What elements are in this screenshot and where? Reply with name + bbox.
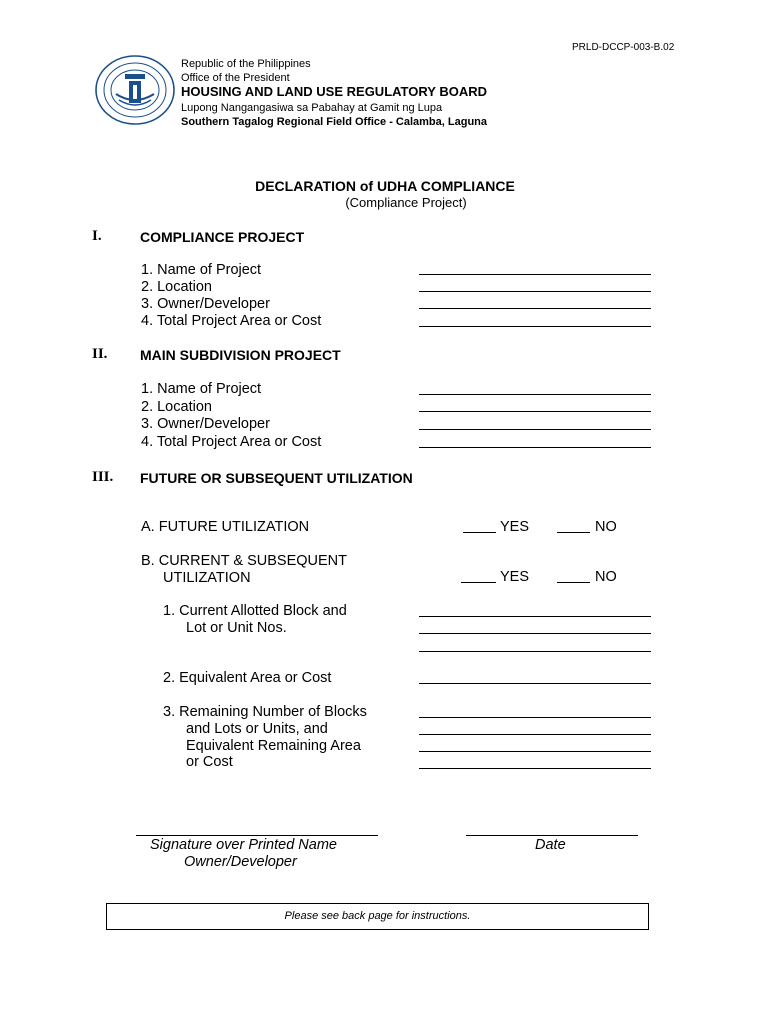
remaining-blocks-label-4: or Cost	[186, 754, 233, 770]
current-subsequent-label-1: B. CURRENT & SUBSEQUENT	[141, 553, 347, 569]
equivalent-area-field[interactable]	[419, 683, 651, 684]
s2-location-field[interactable]	[419, 411, 651, 412]
remaining-blocks-label-2: and Lots or Units, and	[186, 721, 328, 737]
s1-name-of-project-label: 1. Name of Project	[141, 262, 262, 278]
document-subtitle: (Compliance Project)	[345, 195, 467, 210]
header-agency-tagalog: Lupong Nangangasiwa sa Pabahay at Gamit ng Lupa	[181, 102, 443, 114]
signature-line[interactable]	[136, 835, 378, 836]
owner-developer-sig-label: Owner/Developer	[184, 854, 297, 870]
section-3-title: FUTURE OR SUBSEQUENT UTILIZATION	[140, 470, 413, 486]
s2-location-label: 2. Location	[141, 399, 212, 415]
section-1-title: COMPLIANCE PROJECT	[140, 229, 305, 245]
s1-location-field[interactable]	[419, 291, 651, 292]
equivalent-area-label: 2. Equivalent Area or Cost	[163, 670, 332, 686]
s1-owner-developer-field[interactable]	[419, 308, 651, 309]
s1-name-of-project-field[interactable]	[419, 274, 651, 275]
current-subsequent-no-label: NO	[595, 569, 617, 585]
s2-name-of-project-field[interactable]	[419, 394, 651, 395]
s1-total-area-label: 4. Total Project Area or Cost	[141, 313, 322, 329]
current-subsequent-label-2: UTILIZATION	[163, 570, 251, 586]
remaining-blocks-label-1: 3. Remaining Number of Blocks	[163, 704, 367, 720]
s2-total-area-label: 4. Total Project Area or Cost	[141, 434, 322, 450]
remaining-blocks-label-3: Equivalent Remaining Area	[186, 738, 361, 754]
date-label: Date	[535, 837, 566, 853]
future-utilization-label: A. FUTURE UTILIZATION	[141, 519, 310, 535]
future-utilization-no-label: NO	[595, 519, 617, 535]
document-title: DECLARATION of UDHA COMPLIANCE	[255, 178, 515, 194]
section-2-title: MAIN SUBDIVISION PROJECT	[140, 347, 341, 363]
future-utilization-no-blank[interactable]	[557, 532, 590, 533]
instructions-notice-text: Please see back page for instructions.	[284, 910, 471, 922]
s1-location-label: 2. Location	[141, 279, 212, 295]
remaining-blocks-field-4[interactable]	[419, 768, 651, 769]
current-allotted-field-3[interactable]	[419, 651, 651, 652]
current-allotted-field-2[interactable]	[419, 633, 651, 634]
current-allotted-field-1[interactable]	[419, 616, 651, 617]
remaining-blocks-field-2[interactable]	[419, 734, 651, 735]
section-1-numeral: I.	[92, 228, 102, 244]
form-code: PRLD-DCCP-003-B.02	[572, 42, 675, 53]
s2-name-of-project-label: 1. Name of Project	[141, 381, 262, 397]
date-line[interactable]	[466, 835, 638, 836]
section-3-numeral: III.	[92, 469, 114, 485]
current-allotted-label-1: 1. Current Allotted Block and	[163, 603, 347, 619]
future-utilization-yes-label: YES	[500, 519, 530, 535]
header-office: Office of the President	[181, 72, 290, 84]
future-utilization-yes-blank[interactable]	[463, 532, 496, 533]
header-agency: HOUSING AND LAND USE REGULATORY BOARD	[181, 84, 487, 99]
s1-owner-developer-label: 3. Owner/Developer	[141, 296, 270, 312]
header-regional-office: Southern Tagalog Regional Field Office - Calamba, Laguna	[181, 116, 487, 128]
s2-owner-developer-field[interactable]	[419, 429, 651, 430]
current-subsequent-yes-label: YES	[500, 569, 530, 585]
s2-total-area-field[interactable]	[419, 447, 651, 448]
current-allotted-label-2: Lot or Unit Nos.	[186, 620, 287, 636]
remaining-blocks-field-3[interactable]	[419, 751, 651, 752]
current-subsequent-no-blank[interactable]	[557, 582, 590, 583]
remaining-blocks-field-1[interactable]	[419, 717, 651, 718]
section-2-numeral: II.	[92, 346, 108, 362]
s1-total-area-field[interactable]	[419, 326, 651, 327]
current-subsequent-yes-blank[interactable]	[461, 582, 496, 583]
hlurb-logo-icon	[94, 54, 176, 126]
signature-label: Signature over Printed Name	[150, 837, 337, 853]
s2-owner-developer-label: 3. Owner/Developer	[141, 416, 270, 432]
header-country: Republic of the Philippines	[181, 58, 311, 70]
instructions-notice-box	[106, 903, 649, 930]
